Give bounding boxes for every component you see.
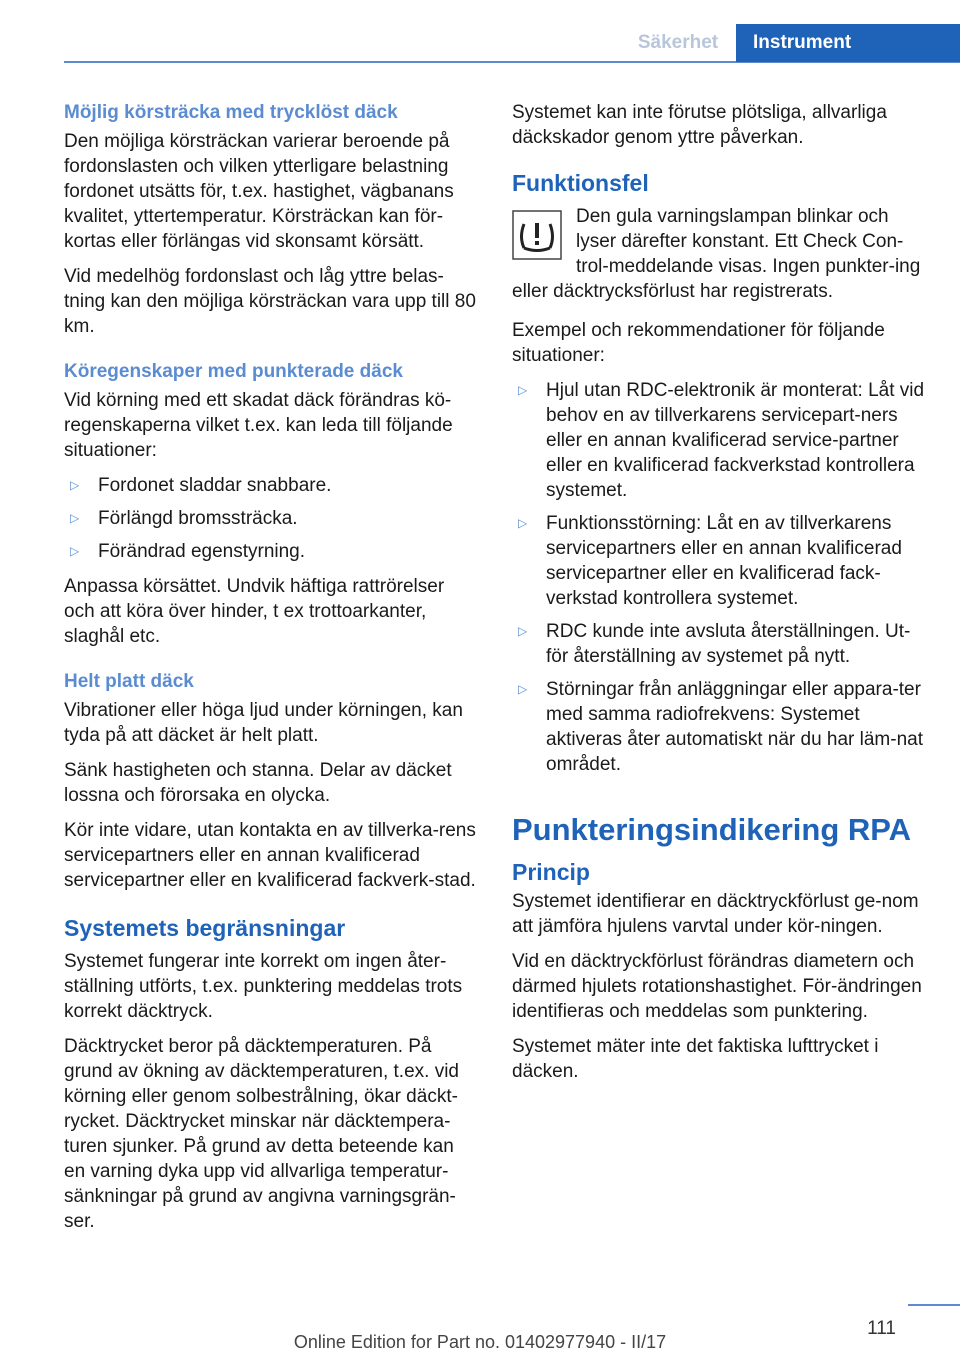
paragraph: Kör inte vidare, utan kontakta en av tillverka-rens servicepartners eller en annan kvalificerad servicepartner eller en kvalificerad fackverk-stad. [64,820,476,891]
heading-possible-range: Möjlig körsträcka med trycklöst däck [64,102,398,123]
paragraph: Anpassa körsättet. Undvik häftiga rattrörelser och att köra över hinder, t ex trottoarkanter, slaghål etc. [64,576,445,647]
list-item: ▷ Funktionsstörning: Låt en av tillverkarens servicepartners eller en annan kvalificerad servicepartner eller en kvalificerad fack-verkstad kontrollera systemet. [518,513,902,609]
bullet-list [64,473,478,564]
paragraph: Exempel och rekommendationer för följande situationer: [512,320,885,366]
paragraph: Däcktrycket beror på däcktemperaturen. På grund av ökning av däcktemperaturen, t.ex. vid körning eller genom solbestrålning, ökar däckt-rycket. Däcktrycket minskar när däcktempera-turen sjunker. På grund av detta beteende kan en varning dyka upp vid allvarliga temperatur-sänkningar på grund av angivna varningsgrän-ser. [64,1036,460,1232]
paragraph: Sänk hastigheten och stanna. Delar av däcket lossna och förorsaka en olycka. [64,760,452,806]
bullet-icon: ▷ [518,682,528,696]
tire-pressure-warning-icon [512,210,562,260]
paragraph: Systemet kan inte förutse plötsliga, allvarliga däckskador genom yttre påverkan. [512,102,887,148]
paragraph: Den möjliga körsträckan varierar beroende på fordonslasten och vilken ytterligare belastning fordonet utsätts för, t.ex. hastighet, vägbanans kvalitet, yttertemperatur. Körsträckan kan för-kortas eller förlängas vid skonsamt körsätt. [64,131,454,252]
bullet-icon: ▷ [518,516,528,530]
right-column [512,100,926,1094]
malfunction-warning-block [512,204,926,304]
paragraph: Systemet identifierar en däcktryckförlust ge-nom att jämföra hjulens varvtal under kör-ningen. [512,891,919,937]
list-item: ▷ RDC kunde inte avsluta återställningen. Ut-för återställning av systemet på nytt. [518,621,911,667]
heading-flat-tire: Helt platt däck [64,671,194,692]
bullet-icon: ▷ [518,624,528,638]
left-column [64,100,478,1244]
list-item: ▷ Störningar från anläggningar eller appara-ter med samma radiofrekvens: Systemet aktiveras åter automatiskt när du har läm-nat området. [518,679,924,775]
list-item: ▷ Fordonet sladdar snabbare. [70,475,332,496]
heading-rpa: Punkteringsindikering RPA [512,812,912,847]
paragraph: Vid en däcktryckförlust förändras diametern och därmed hjulets rotationshastighet. För-ändringen identifieras och meddelas som punktering. [512,951,922,1022]
paragraph: Systemet fungerar inte korrekt om ingen åter-ställning utförts, t.ex. punktering meddelas trots korrekt däcktryck. [64,951,463,1022]
header-section-label: Säkerhet [637,32,719,53]
footer-rule [908,1304,960,1306]
bullet-icon: ▷ [70,478,80,492]
list-item: ▷ Förändrad egenstyrning. [70,541,306,562]
page-number: 111 [867,1318,896,1339]
heading-driving-properties: Köregenskaper med punkterade däck [64,361,403,382]
paragraph: Den gula varningslampan blinkar och lyser därefter konstant. Ett Check Con-trol-meddelande visas. Ingen punkter-ing eller däcktrycksförlust har registrerats. [512,206,921,302]
list-item: ▷ Förlängd bromssträcka. [70,508,298,529]
heading-malfunction: Funktionsfel [512,170,649,196]
bullet-list [512,378,926,777]
edition-footer: Online Edition for Part no. 01402977940 - II/17 [293,1332,667,1352]
paragraph: Vid körning med ett skadat däck förändras kö-regenskaperna vilket t.ex. kan leda till följande situationer: [64,390,453,461]
paragraph: Vid medelhög fordonslast och låg yttre belas-tning kan den möjliga körsträckan vara upp till 80 km. [64,266,476,337]
header-active-tab: Instrument [736,24,960,62]
bullet-icon: ▷ [518,383,528,397]
heading-principle: Princip [512,859,590,885]
list-item: ▷ Hjul utan RDC-elektronik är monterat: Låt vid behov en av tillverkarens servicepart-ners eller en annan kvalificerad service-partner eller en kvalificerad fackverkstad kontrollera systemet. [518,380,925,501]
heading-system-limits: Systemets begränsningar [64,915,346,941]
paragraph: Systemet mäter inte det faktiska lufttrycket i däcken. [512,1036,879,1082]
bullet-icon: ▷ [70,511,80,525]
bullet-icon: ▷ [70,544,80,558]
paragraph: Vibrationer eller höga ljud under körningen, kan tyda på att däcket är helt platt. [64,700,463,746]
